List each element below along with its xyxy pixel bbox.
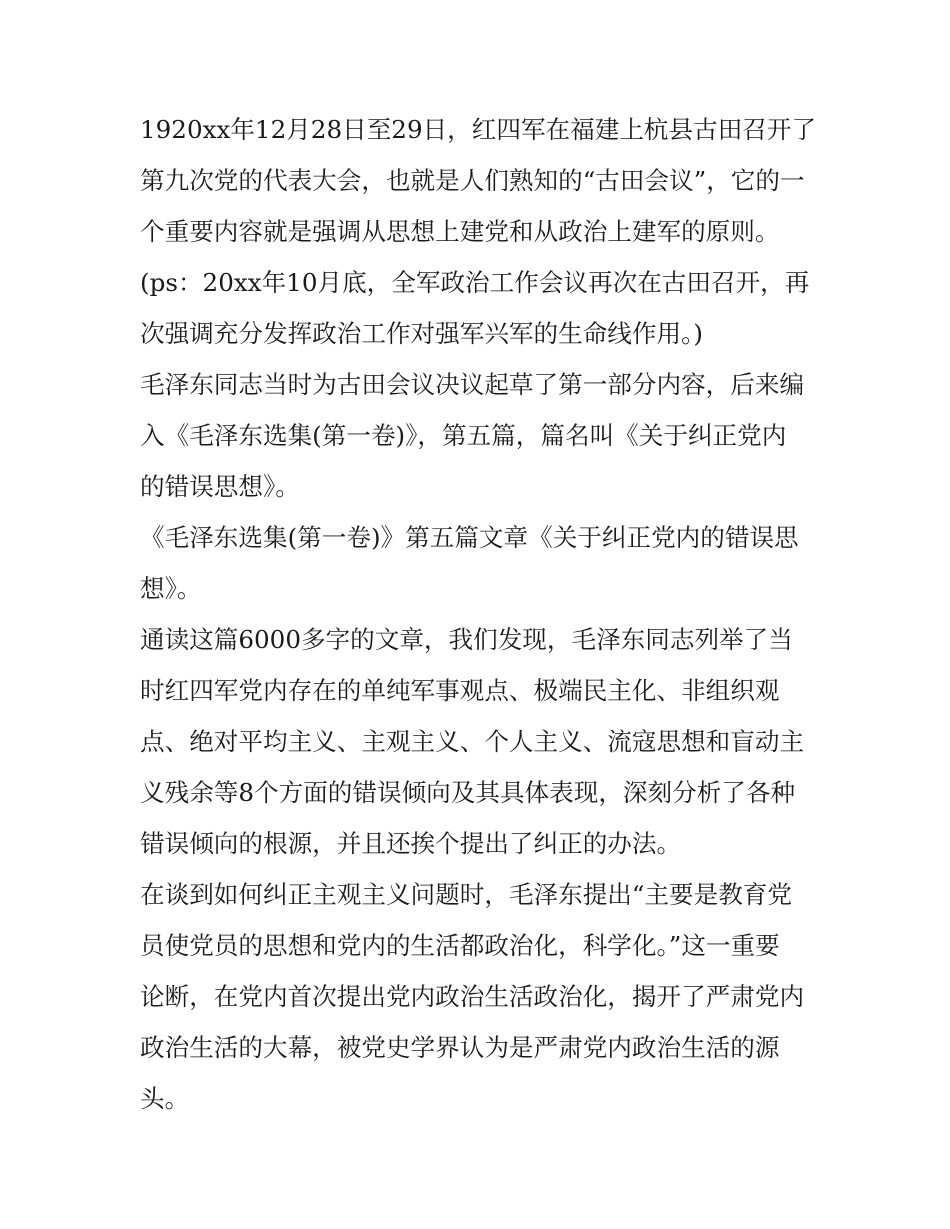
text-line: 毛泽东同志当时为古田会议决议起草了第一部分内容，后来编 — [140, 370, 805, 399]
text-line: 点、绝对平均主义、主观主义、个人主义、流寇思想和盲动主 — [140, 727, 805, 756]
paragraph-article-title — [140, 512, 820, 614]
paragraph-political-life — [140, 869, 820, 1124]
text-line: 错误倾向的根源，并且还挨个提出了纠正的办法。 — [140, 829, 682, 858]
paragraph-ps-note — [140, 257, 820, 359]
text-line: 次强调充分发挥政治工作对强军兴军的生命线作用。) — [140, 319, 703, 348]
text-line: 第九次党的代表大会，也就是人们熟知的“古田会议”，它的一 — [140, 166, 805, 195]
text-line: 入《毛泽东选集(第一卷)》，第五篇，篇名叫《关于纠正党内 — [140, 421, 787, 450]
text-line: 在谈到如何纠正主观主义问题时，毛泽东提出“主要是教育党 — [140, 880, 793, 909]
text-line: 头。 — [140, 1084, 190, 1113]
text-line: 员使党员的思想和党内的生活都政治化，科学化。”这一重要 — [140, 931, 780, 960]
document-body — [140, 104, 820, 1124]
text-line: 政治生活的大幕，被党史学界认为是严肃党内政治生活的源 — [140, 1033, 780, 1062]
paragraph-eight-tendencies — [140, 614, 820, 869]
text-line: 通读这篇6000多字的文章，我们发现，毛泽东同志列举了当 — [140, 625, 793, 654]
text-line: 个重要内容就是强调从思想上建党和从政治上建军的原则。 — [140, 217, 780, 246]
text-line: 论断，在党内首次提出党内政治生活政治化，揭开了严肃党内 — [140, 982, 805, 1011]
paragraph-gutian-meeting — [140, 104, 820, 257]
text-line: 义残余等8个方面的错误倾向及其具体表现，深刻分析了各种 — [140, 778, 796, 807]
text-line: 《毛泽东选集(第一卷)》第五篇文章《关于纠正党内的错误思 — [140, 523, 799, 552]
text-line: 想》。 — [140, 574, 202, 603]
text-line: 1920xx年12月28日至29日，红四军在福建上杭县古田召开了 — [140, 115, 817, 144]
text-line: 时红四军党内存在的单纯军事观点、极端民主化、非组织观 — [140, 676, 780, 705]
text-line: 的错误思想》。 — [140, 472, 300, 501]
paragraph-resolution-draft — [140, 359, 820, 512]
text-line: (ps：20xx年10月底，全军政治工作会议再次在古田召开，再 — [140, 268, 810, 297]
